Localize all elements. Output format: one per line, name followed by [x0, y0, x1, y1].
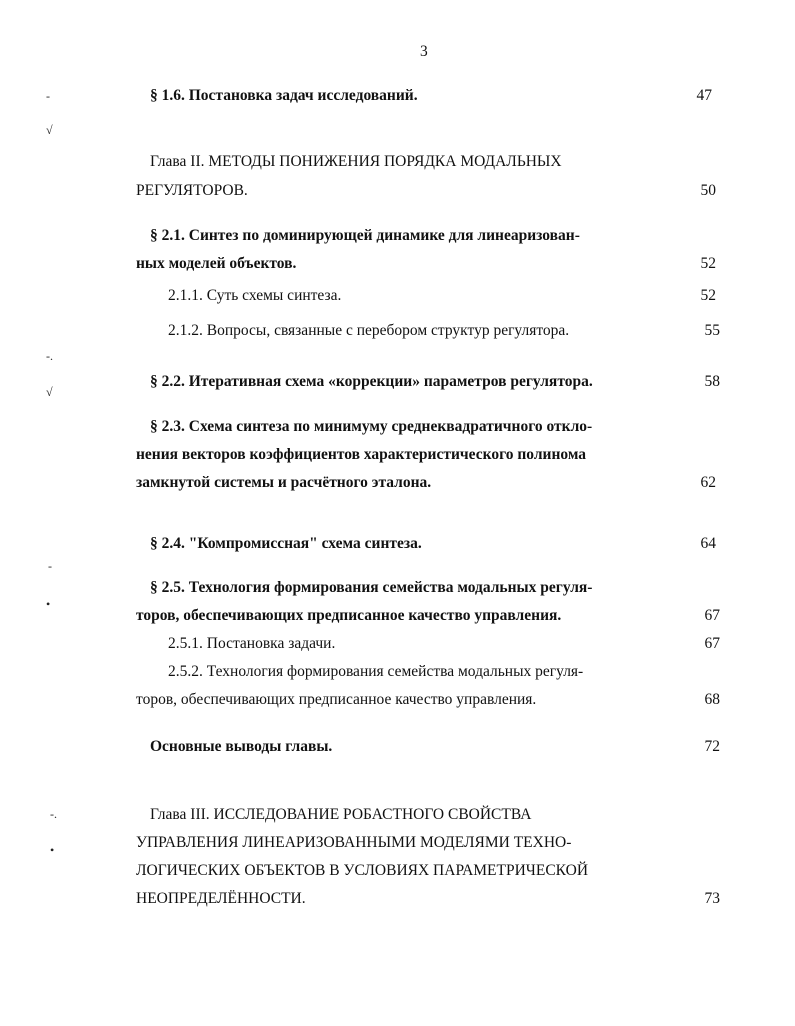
toc-entry-title-cont: УПРАВЛЕНИЯ ЛИНЕАРИЗОВАННЫМИ МОДЕЛЯМИ ТЕХНО-: [136, 834, 572, 851]
toc-entry-page: 68: [704, 691, 720, 708]
toc-entry-title: Глава II. МЕТОДЫ ПОНИЖЕНИЯ ПОРЯДКА МОДАЛЬНЫХ: [150, 153, 562, 170]
toc-entry-title: 2.5.2. Технология формирования семейства модальных регуля-: [168, 663, 584, 680]
toc-entry-page: 55: [704, 322, 720, 339]
toc-entry-page: 67: [704, 607, 720, 624]
toc-entry-title: § 2.2. Итеративная схема «коррекции» параметров регулятора.: [150, 373, 593, 390]
margin-mark: √: [46, 123, 53, 137]
toc-entry-page: 72: [704, 738, 720, 755]
toc-entry-title-cont: замкнутой системы и расчётного эталона.: [136, 474, 432, 491]
toc-entry-page: 67: [704, 635, 720, 652]
toc-entry-title: 2.1.1. Суть схемы синтеза.: [168, 287, 342, 304]
toc-entry-title-cont: ных моделей объектов.: [136, 255, 297, 272]
margin-mark: -.: [46, 349, 53, 363]
margin-mark: √: [46, 385, 53, 399]
toc-entry-title: § 2.5. Технология формирования семейства модальных регуля-: [150, 579, 593, 596]
margin-mark: -.: [50, 807, 57, 821]
toc-entry-page: 52: [700, 287, 716, 304]
toc-entry-title-cont: ЛОГИЧЕСКИХ ОБЪЕКТОВ В УСЛОВИЯХ ПАРАМЕТРИЧЕСКОЙ: [136, 862, 589, 879]
margin-mark: -: [46, 89, 50, 103]
toc-entry-title-cont: НЕОПРЕДЕЛЁННОСТИ.: [136, 890, 306, 907]
toc-entry-title: 2.1.2. Вопросы, связанные с перебором структур регулятора.: [168, 322, 570, 339]
toc-entry-page: 64: [700, 535, 716, 552]
toc-entry-title: Глава III. ИССЛЕДОВАНИЕ РОБАСТНОГО СВОЙСТВА: [150, 806, 532, 823]
toc-entry-page: 52: [700, 255, 716, 272]
margin-mark: •: [50, 843, 55, 857]
toc-entry-title: § 1.6. Постановка задач исследований.: [150, 87, 418, 104]
toc-entry-page: 47: [696, 87, 712, 104]
toc-entry-title-cont: торов, обеспечивающих предписанное качество управления.: [136, 691, 537, 708]
toc-entry-title-cont: РЕГУЛЯТОРОВ.: [136, 182, 248, 199]
toc-entry-title: § 2.4. "Компромиссная" схема синтеза.: [150, 535, 422, 552]
toc-entry-page: 58: [704, 373, 720, 390]
margin-mark: -: [48, 559, 52, 573]
toc-entry-title: § 2.1. Синтез по доминирующей динамике для линеаризован-: [150, 227, 580, 244]
toc-entry-page: 62: [700, 474, 716, 491]
toc-entry-title-cont: торов, обеспечивающих предписанное качество управления.: [136, 607, 562, 624]
toc-entry-title: 2.5.1. Постановка задачи.: [168, 635, 336, 652]
page-number: 3: [420, 43, 428, 60]
toc-entry-title-cont: нения векторов коэффициентов характеристического полинома: [136, 446, 587, 463]
margin-mark: •: [46, 597, 51, 611]
toc-entry-title: § 2.3. Схема синтеза по минимуму среднеквадратичного откло-: [150, 418, 593, 435]
toc-entry-page: 73: [704, 890, 720, 907]
toc-entry-title: Основные выводы главы.: [150, 738, 333, 755]
toc-entry-page: 50: [700, 182, 716, 199]
